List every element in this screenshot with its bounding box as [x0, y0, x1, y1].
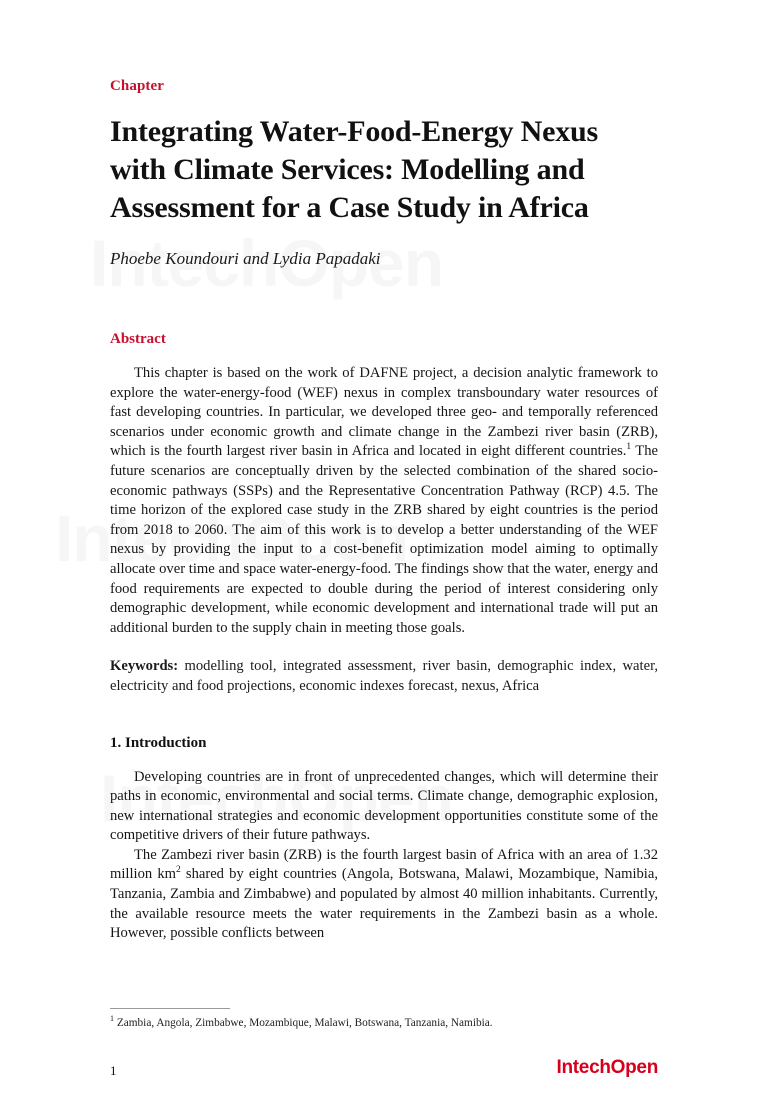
section-heading-introduction: 1. Introduction [110, 734, 207, 751]
abstract-text-part1: This chapter is based on the work of DAFNE project, a decision analytic framework to explore the water-energy-food (WEF) nexus in complex transboundary water resources of fast developing countries. In particular, we developed three geo- and temporally referenced scenarios under economic growth and climate change in the Zambezi river basin (ZRB), which is the fourth largest river basin in Africa and located in eight different countries. [110, 365, 658, 460]
abstract-paragraph [110, 364, 658, 638]
page-number: 1 [110, 1063, 117, 1078]
keywords-text: modelling tool, integrated assessment, river basin, demographic index, water, electricity and food projections, economic indexes forecast, nexus, Africa [110, 658, 658, 694]
intro-p2-part2: shared by eight countries (Angola, Botswana, Malawi, Mozambique, Namibia, Tanzania, Zambia and Zimbabwe) and populated by almost 40 million inhabitants. Currently, the available resource meets the water requirements in the Zambezi basin as a whole. However, possible conflicts between [110, 866, 658, 942]
footnote-reference: 1 [626, 442, 632, 453]
superscript-two: 2 [175, 865, 181, 876]
chapter-label: Chapter [110, 78, 165, 94]
intro-p2-part1: The Zambezi river basin (ZRB) is the fourth largest basin of Africa with an area of 1.32 million km [110, 846, 658, 883]
footnote-text: Zambia, Angola, Zimbabwe, Mozambique, Malawi, Botswana, Tanzania, Namibia. [116, 1017, 493, 1029]
page-title: Integrating Water-Food-Energy Nexus with Climate Services: Modelling and Assessment for a Case Study in Africa [110, 115, 598, 224]
intechopen-logo: IntechOpen [556, 1057, 658, 1078]
keywords-label: Keywords: [110, 658, 179, 675]
authors-line: Phoebe Koundouri and Lydia Papadaki [110, 249, 381, 268]
keywords-line [110, 657, 658, 696]
abstract-text-part2: The future scenarios are conceptually driven by the selected combination of the shared socio-economic pathways (SSPs) and the Representative Concentration Pathway (RCP) 4.5. The time horizon of the explored case study in the ZRB shared by eight countries is the period from 2018 to 2060. The aim of this work is to develop a better understanding of the WEF nexus by providing the input to a cost-benefit optimization model aiming to optimally allocate over time and space water-energy-food. The findings show that the water, energy and food requirements are expected to double during the period of interest considering only demographic development, while economic development and international trade will put an additional burden to the supply chain in meeting those goals. [110, 443, 658, 636]
intro-paragraph-1: Developing countries are in front of unprecedented changes, which will determine their paths in economic, environmental and social terms. Climate change, demographic explosion, new international strategies and economic development opportunities constitute some of the competitive drivers of their future pathways. [110, 768, 658, 844]
footnote-marker: 1 [110, 1014, 114, 1024]
abstract-heading: Abstract [110, 331, 166, 347]
intro-paragraph-2 [110, 846, 658, 944]
